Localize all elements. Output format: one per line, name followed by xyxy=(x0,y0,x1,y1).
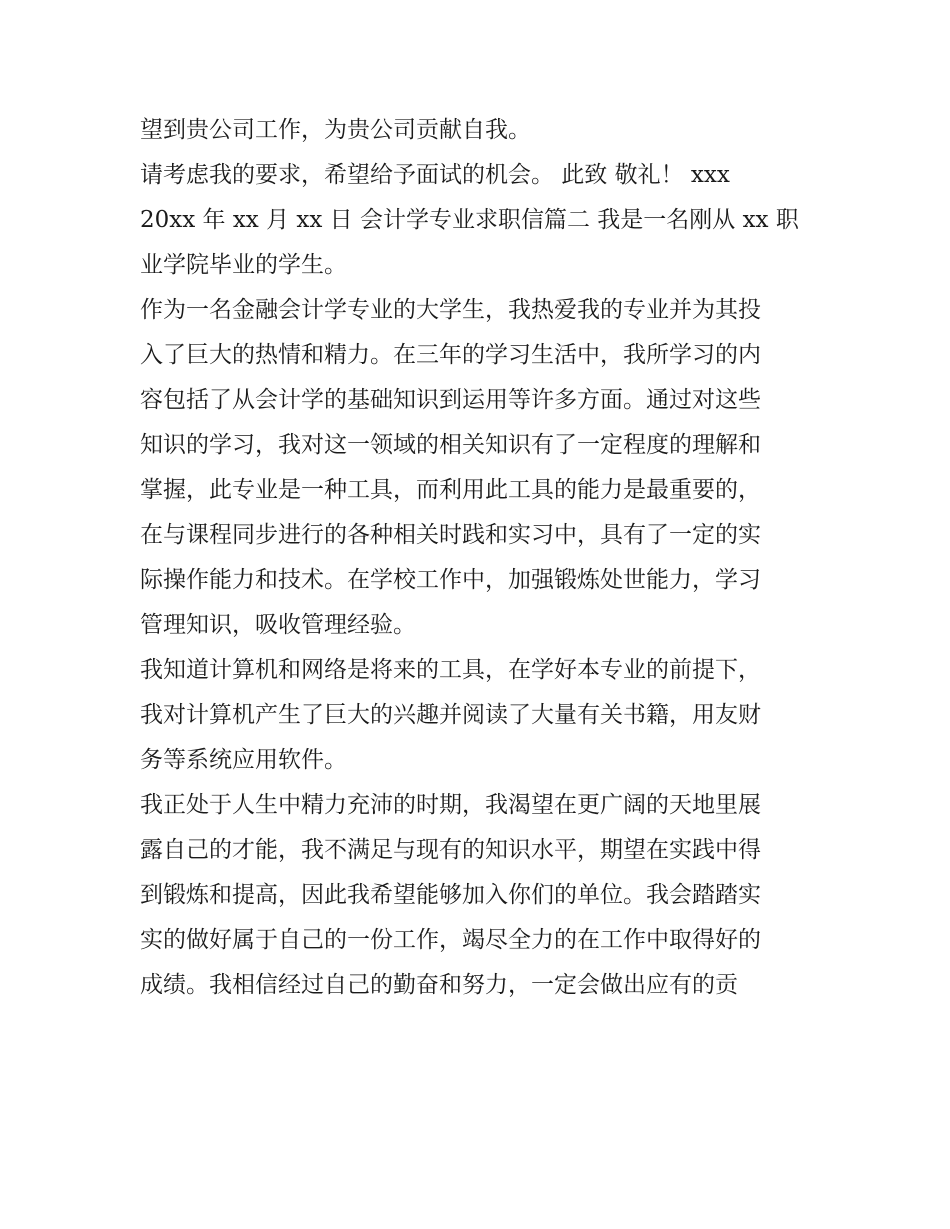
text-line: 业学院毕业的学生。 xyxy=(140,252,347,278)
text-line: 管理知识，吸收管理经验。 xyxy=(140,612,416,638)
text-line: 到锻炼和提高，因此我希望能够加入你们的单位。我会踏踏实 xyxy=(140,882,761,908)
document-body xyxy=(140,108,820,1008)
text-line: 我对计算机产生了巨大的兴趣并阅读了大量有关书籍，用友财 xyxy=(140,702,761,728)
text-line: 作为一名金融会计学专业的大学生，我热爱我的专业并为其投 xyxy=(140,297,761,323)
text-line: 我正处于人生中精力充沛的时期，我渴望在更广阔的天地里展 xyxy=(140,792,761,818)
text-line: 我知道计算机和网络是将来的工具，在学好本专业的前提下， xyxy=(140,657,761,683)
text-line: 露自己的才能，我不满足与现有的知识水平，期望在实践中得 xyxy=(140,837,761,863)
text-line: 际操作能力和技术。在学校工作中，加强锻炼处世能力，学习 xyxy=(140,567,761,593)
text-line: 在与课程同步进行的各种相关时践和实习中，具有了一定的实 xyxy=(140,522,761,548)
text-line: 知识的学习，我对这一领域的相关知识有了一定程度的理解和 xyxy=(140,432,761,458)
text-line: 务等系统应用软件。 xyxy=(140,747,347,773)
text-line: 入了巨大的热情和精力。在三年的学习生活中，我所学习的内 xyxy=(140,342,761,368)
text-line: 成绩。我相信经过自己的勤奋和努力，一定会做出应有的贡 xyxy=(140,972,738,998)
text-line: 望到贵公司工作，为贵公司贡献自我。 xyxy=(140,117,531,143)
text-line: 请考虑我的要求，希望给予面试的机会。 此致 敬礼！ xxx xyxy=(140,162,730,188)
text-line: 20xx 年 xx 月 xx 日 会计学专业求职信篇二 我是一名刚从 xx 职 xyxy=(140,207,799,233)
text-line: 实的做好属于自己的一份工作，竭尽全力的在工作中取得好的 xyxy=(140,927,761,953)
text-line: 容包括了从会计学的基础知识到运用等许多方面。通过对这些 xyxy=(140,387,761,413)
text-line: 掌握，此专业是一种工具，而利用此工具的能力是最重要的， xyxy=(140,477,761,503)
